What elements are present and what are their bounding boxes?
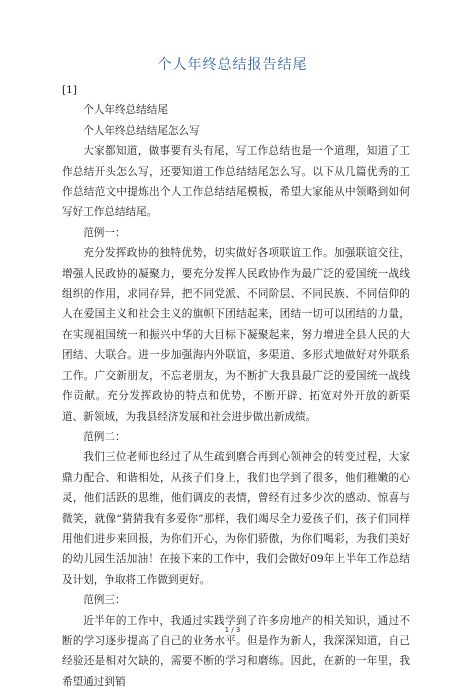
reference-marker: [1] xyxy=(62,84,78,96)
intro-paragraph: 大家都知道，做事要有头有尾，写工作总结也是一个道理，知道了工作总结开头怎么写，还要知道工作总结结尾怎么写。以下从几篇优秀的工作总结范文中提炼出个人工作总结结尾模板，希望大家能从中领略到如何写好工作总结结尾。 xyxy=(62,145,410,219)
section-2-body: 我们三位老师也经过了从生疏到磨合再到心领神会的转变过程，大家鼎力配合、和谐相处，从孩子们身上，我们也学到了很多，他们稚嫩的心灵，他们活跃的思维，他们调皮的表情，曾经有过多少次的感动、惊喜与微笑，就像“猜猜我有多爱你”那样，我们竭尽全力爱孩子们，孩子们同样用他们进步来回报，为你们开心，为你们骄傲，为你们喝彩，为我们美好的幼儿园生活加油！在接下来的工作中，我们会做好09年上半年工作总结及计划，争取将工作做到更好。 xyxy=(62,451,410,586)
section-2-label: 范例二： xyxy=(83,430,126,443)
document-body xyxy=(62,80,410,692)
subtitle-2: 个人年终总结结尾怎么写 xyxy=(83,124,200,137)
document-title: 个人年终总结报告结尾 xyxy=(157,57,308,73)
section-3-label: 范例三： xyxy=(83,594,126,607)
section-1-body: 充分发挥政协的独特优势，切实做好各项联谊工作。加强联谊交往，增强人民政协的凝聚力，要充分发挥人民政协作为最广泛的爱国统一战线组织的作用，求同存异，把不同党派、不同阶层、不同民族、不同信仰的人在爱国主义和社会主义的旗帜下团结起来，团结一切可以团结的力量，在实现祖国统一和振兴中华的大目标下凝聚起来，努力增进全县人民的大团结、大联合。进一步加强海内外联谊，多渠道、多形式地做好对外联系工作。广交新朋友，不忘老朋友，为不断扩大我县最广泛的爱国统一战线作贡献。充分发挥政协的特点和优势，不断开辟、拓宽对外开放的新渠道、新领域，为我县经济发展和社会进步做出新成绩。 xyxy=(62,247,410,423)
section-1-label: 范例一： xyxy=(83,226,126,239)
subtitle-1: 个人年终总结结尾 xyxy=(83,104,168,117)
section-3-body: 近半年的工作中，我通过实践学到了许多房地产的相关知识，通过不断的学习逐步提高了自己的业务水平。但是作为新人，我深深知道，自己经验还是相对欠缺的，需要不断的学习和磨练。因此，在新的一年里，我希望通过到销 xyxy=(62,614,410,688)
page-number: 1 / 3 xyxy=(224,626,241,634)
